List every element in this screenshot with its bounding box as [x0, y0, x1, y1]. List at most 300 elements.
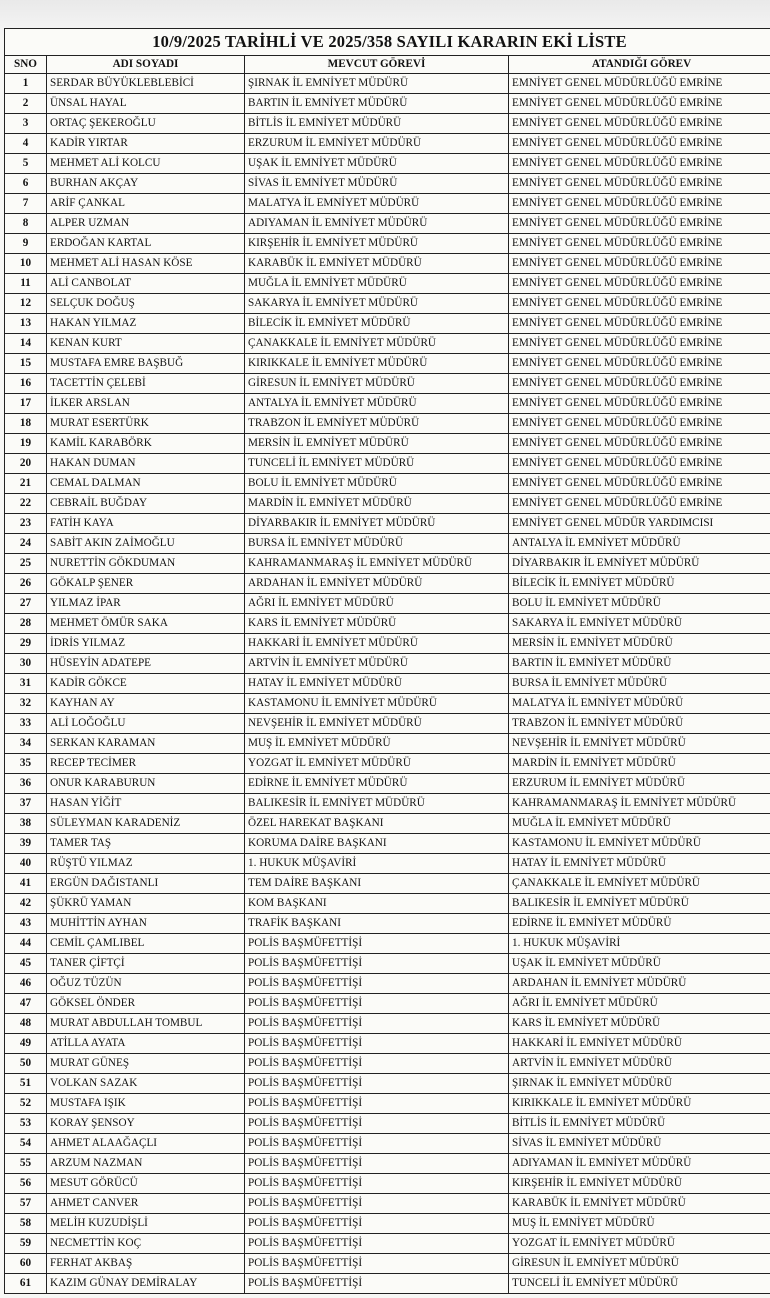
assigned-position: BARTIN İL EMNİYET MÜDÜRÜ [509, 654, 770, 674]
assigned-position: ŞIRNAK İL EMNİYET MÜDÜRÜ [509, 1074, 770, 1094]
table-row [5, 294, 770, 314]
table-row [5, 554, 770, 574]
row-number: 1 [5, 74, 47, 94]
person-name: CEMİL ÇAMLIBEL [47, 934, 245, 954]
row-number: 10 [5, 254, 47, 274]
assigned-position: EMNİYET GENEL MÜDÜRLÜĞÜ EMRİNE [509, 234, 770, 254]
assigned-position: EMNİYET GENEL MÜDÜRLÜĞÜ EMRİNE [509, 314, 770, 334]
header-assigned-position: ATANDIĞI GÖREV [509, 56, 770, 74]
person-name: ORTAÇ ŞEKEROĞLU [47, 114, 245, 134]
table-row [5, 274, 770, 294]
table-row [5, 1154, 770, 1174]
current-position: POLİS BAŞMÜFETTİŞİ [245, 1154, 509, 1174]
current-position: BİLECİK İL EMNİYET MÜDÜRÜ [245, 314, 509, 334]
assigned-position: ARTVİN İL EMNİYET MÜDÜRÜ [509, 1054, 770, 1074]
assigned-position: BURSA İL EMNİYET MÜDÜRÜ [509, 674, 770, 694]
row-number: 44 [5, 934, 47, 954]
current-position: DİYARBAKIR İL EMNİYET MÜDÜRÜ [245, 514, 509, 534]
current-position: POLİS BAŞMÜFETTİŞİ [245, 1114, 509, 1134]
assigned-position: UŞAK İL EMNİYET MÜDÜRÜ [509, 954, 770, 974]
table-row [5, 414, 770, 434]
table-row [5, 1014, 770, 1034]
assigned-position: EMNİYET GENEL MÜDÜRLÜĞÜ EMRİNE [509, 294, 770, 314]
current-position: POLİS BAŞMÜFETTİŞİ [245, 954, 509, 974]
person-name: TANER ÇİFTÇİ [47, 954, 245, 974]
current-position: NEVŞEHİR İL EMNİYET MÜDÜRÜ [245, 714, 509, 734]
current-position: ÇANAKKALE İL EMNİYET MÜDÜRÜ [245, 334, 509, 354]
assigned-position: ADIYAMAN İL EMNİYET MÜDÜRÜ [509, 1154, 770, 1174]
table-row [5, 674, 770, 694]
person-name: GÖKSEL ÖNDER [47, 994, 245, 1014]
person-name: ALİ LOĞOĞLU [47, 714, 245, 734]
person-name: NURETTİN GÖKDUMAN [47, 554, 245, 574]
row-number: 17 [5, 394, 47, 414]
current-position: POLİS BAŞMÜFETTİŞİ [245, 1034, 509, 1054]
current-position: TRABZON İL EMNİYET MÜDÜRÜ [245, 414, 509, 434]
assigned-position: EMNİYET GENEL MÜDÜRLÜĞÜ EMRİNE [509, 154, 770, 174]
assigned-position: EMNİYET GENEL MÜDÜRLÜĞÜ EMRİNE [509, 94, 770, 114]
row-number: 52 [5, 1094, 47, 1114]
row-number: 11 [5, 274, 47, 294]
person-name: MURAT ABDULLAH TOMBUL [47, 1014, 245, 1034]
row-number: 41 [5, 874, 47, 894]
person-name: MUHİTTİN AYHAN [47, 914, 245, 934]
table-row [5, 114, 770, 134]
person-name: ARZUM NAZMAN [47, 1154, 245, 1174]
table-row [5, 1114, 770, 1134]
current-position: AĞRI İL EMNİYET MÜDÜRÜ [245, 594, 509, 614]
row-number: 5 [5, 154, 47, 174]
row-number: 3 [5, 114, 47, 134]
table-row [5, 334, 770, 354]
person-name: İDRİS YILMAZ [47, 634, 245, 654]
current-position: BARTIN İL EMNİYET MÜDÜRÜ [245, 94, 509, 114]
person-name: ONUR KARABURUN [47, 774, 245, 794]
person-name: GÖKALP ŞENER [47, 574, 245, 594]
assigned-position: EMNİYET GENEL MÜDÜRLÜĞÜ EMRİNE [509, 174, 770, 194]
row-number: 50 [5, 1054, 47, 1074]
assigned-position: KIRŞEHİR İL EMNİYET MÜDÜRÜ [509, 1174, 770, 1194]
table-row [5, 354, 770, 374]
current-position: KAHRAMANMARAŞ İL EMNİYET MÜDÜRÜ [245, 554, 509, 574]
person-name: KADİR YIRTAR [47, 134, 245, 154]
row-number: 27 [5, 594, 47, 614]
table-row [5, 1094, 770, 1114]
table-row [5, 914, 770, 934]
table-row [5, 994, 770, 1014]
person-name: KAMİL KARABÖRK [47, 434, 245, 454]
row-number: 35 [5, 754, 47, 774]
person-name: FATİH KAYA [47, 514, 245, 534]
person-name: ÜNSAL HAYAL [47, 94, 245, 114]
current-position: POLİS BAŞMÜFETTİŞİ [245, 1054, 509, 1074]
row-number: 38 [5, 814, 47, 834]
row-number: 60 [5, 1254, 47, 1274]
current-position: 1. HUKUK MÜŞAVİRİ [245, 854, 509, 874]
current-position: TRAFİK BAŞKANI [245, 914, 509, 934]
assigned-position: EMNİYET GENEL MÜDÜRLÜĞÜ EMRİNE [509, 494, 770, 514]
current-position: MALATYA İL EMNİYET MÜDÜRÜ [245, 194, 509, 214]
person-name: MELİH KUZUDİŞLİ [47, 1214, 245, 1234]
table-row [5, 1134, 770, 1154]
current-position: POLİS BAŞMÜFETTİŞİ [245, 934, 509, 954]
current-position: HAKKARİ İL EMNİYET MÜDÜRÜ [245, 634, 509, 654]
assigned-position: KARABÜK İL EMNİYET MÜDÜRÜ [509, 1194, 770, 1214]
table-row [5, 894, 770, 914]
current-position: ANTALYA İL EMNİYET MÜDÜRÜ [245, 394, 509, 414]
assigned-position: EMNİYET GENEL MÜDÜRLÜĞÜ EMRİNE [509, 114, 770, 134]
row-number: 2 [5, 94, 47, 114]
table-row [5, 634, 770, 654]
table-row [5, 394, 770, 414]
person-name: TAMER TAŞ [47, 834, 245, 854]
row-number: 37 [5, 794, 47, 814]
assigned-position: KAHRAMANMARAŞ İL EMNİYET MÜDÜRÜ [509, 794, 770, 814]
header-current-position: MEVCUT GÖREVİ [245, 56, 509, 74]
person-name: MESUT GÖRÜCÜ [47, 1174, 245, 1194]
row-number: 51 [5, 1074, 47, 1094]
person-name: SERDAR BÜYÜKLEBLEBİCİ [47, 74, 245, 94]
person-name: TACETTİN ÇELEBİ [47, 374, 245, 394]
table-row [5, 234, 770, 254]
table-row [5, 1254, 770, 1274]
person-name: SÜLEYMAN KARADENİZ [47, 814, 245, 834]
current-position: ADIYAMAN İL EMNİYET MÜDÜRÜ [245, 214, 509, 234]
current-position: KOM BAŞKANI [245, 894, 509, 914]
assigned-position: EMNİYET GENEL MÜDÜRLÜĞÜ EMRİNE [509, 374, 770, 394]
assigned-position: HAKKARİ İL EMNİYET MÜDÜRÜ [509, 1034, 770, 1054]
table-row [5, 854, 770, 874]
row-number: 53 [5, 1114, 47, 1134]
assigned-position: ERZURUM İL EMNİYET MÜDÜRÜ [509, 774, 770, 794]
row-number: 19 [5, 434, 47, 454]
table-row [5, 774, 770, 794]
row-number: 16 [5, 374, 47, 394]
row-number: 15 [5, 354, 47, 374]
row-number: 6 [5, 174, 47, 194]
assigned-position: MALATYA İL EMNİYET MÜDÜRÜ [509, 694, 770, 714]
current-position: TUNCELİ İL EMNİYET MÜDÜRÜ [245, 454, 509, 474]
current-position: KARABÜK İL EMNİYET MÜDÜRÜ [245, 254, 509, 274]
current-position: BİTLİS İL EMNİYET MÜDÜRÜ [245, 114, 509, 134]
assigned-position: YOZGAT İL EMNİYET MÜDÜRÜ [509, 1234, 770, 1254]
current-position: ŞIRNAK İL EMNİYET MÜDÜRÜ [245, 74, 509, 94]
row-number: 33 [5, 714, 47, 734]
current-position: KIRIKKALE İL EMNİYET MÜDÜRÜ [245, 354, 509, 374]
header-name: ADI SOYADI [47, 56, 245, 74]
assigned-position: KARS İL EMNİYET MÜDÜRÜ [509, 1014, 770, 1034]
table-row [5, 834, 770, 854]
current-position: HATAY İL EMNİYET MÜDÜRÜ [245, 674, 509, 694]
current-position: POLİS BAŞMÜFETTİŞİ [245, 1254, 509, 1274]
row-number: 25 [5, 554, 47, 574]
table-row [5, 754, 770, 774]
current-position: SİVAS İL EMNİYET MÜDÜRÜ [245, 174, 509, 194]
table-row [5, 434, 770, 454]
person-name: FERHAT AKBAŞ [47, 1254, 245, 1274]
table-row [5, 654, 770, 674]
table-row [5, 174, 770, 194]
row-number: 30 [5, 654, 47, 674]
person-name: HAKAN DUMAN [47, 454, 245, 474]
assigned-position: EMNİYET GENEL MÜDÜRLÜĞÜ EMRİNE [509, 454, 770, 474]
assigned-position: TUNCELİ İL EMNİYET MÜDÜRÜ [509, 1274, 770, 1294]
row-number: 47 [5, 994, 47, 1014]
table-row [5, 1274, 770, 1294]
person-name: SELÇUK DOĞUŞ [47, 294, 245, 314]
person-name: KENAN KURT [47, 334, 245, 354]
row-number: 28 [5, 614, 47, 634]
row-number: 22 [5, 494, 47, 514]
table-row [5, 594, 770, 614]
table-row [5, 454, 770, 474]
table-row [5, 1034, 770, 1054]
table-row [5, 314, 770, 334]
row-number: 14 [5, 334, 47, 354]
person-name: MUSTAFA EMRE BAŞBUĞ [47, 354, 245, 374]
person-name: ARİF ÇANKAL [47, 194, 245, 214]
row-number: 55 [5, 1154, 47, 1174]
row-number: 57 [5, 1194, 47, 1214]
assigned-position: MUĞLA İL EMNİYET MÜDÜRÜ [509, 814, 770, 834]
row-number: 39 [5, 834, 47, 854]
assigned-position: NEVŞEHİR İL EMNİYET MÜDÜRÜ [509, 734, 770, 754]
person-name: ERDOĞAN KARTAL [47, 234, 245, 254]
current-position: MUĞLA İL EMNİYET MÜDÜRÜ [245, 274, 509, 294]
current-position: MUŞ İL EMNİYET MÜDÜRÜ [245, 734, 509, 754]
current-position: KASTAMONU İL EMNİYET MÜDÜRÜ [245, 694, 509, 714]
current-position: POLİS BAŞMÜFETTİŞİ [245, 1094, 509, 1114]
person-name: ŞÜKRÜ YAMAN [47, 894, 245, 914]
current-position: TEM DAİRE BAŞKANI [245, 874, 509, 894]
person-name: SABİT AKIN ZAİMOĞLU [47, 534, 245, 554]
assigned-position: EMNİYET GENEL MÜDÜRLÜĞÜ EMRİNE [509, 74, 770, 94]
assigned-position: AĞRI İL EMNİYET MÜDÜRÜ [509, 994, 770, 1014]
row-number: 36 [5, 774, 47, 794]
person-name: RECEP TECİMER [47, 754, 245, 774]
row-number: 18 [5, 414, 47, 434]
assigned-position: SİVAS İL EMNİYET MÜDÜRÜ [509, 1134, 770, 1154]
row-number: 45 [5, 954, 47, 974]
assigned-position: GİRESUN İL EMNİYET MÜDÜRÜ [509, 1254, 770, 1274]
person-name: AHMET ALAAĞAÇLI [47, 1134, 245, 1154]
person-name: İLKER ARSLAN [47, 394, 245, 414]
table-row [5, 534, 770, 554]
assigned-position: KASTAMONU İL EMNİYET MÜDÜRÜ [509, 834, 770, 854]
person-name: RÜŞTÜ YILMAZ [47, 854, 245, 874]
current-position: BALIKESİR İL EMNİYET MÜDÜRÜ [245, 794, 509, 814]
assigned-position: EDİRNE İL EMNİYET MÜDÜRÜ [509, 914, 770, 934]
table-row [5, 814, 770, 834]
assigned-position: EMNİYET GENEL MÜDÜRLÜĞÜ EMRİNE [509, 474, 770, 494]
row-number: 34 [5, 734, 47, 754]
row-number: 59 [5, 1234, 47, 1254]
table-row [5, 154, 770, 174]
current-position: POLİS BAŞMÜFETTİŞİ [245, 1014, 509, 1034]
current-position: POLİS BAŞMÜFETTİŞİ [245, 1234, 509, 1254]
current-position: BOLU İL EMNİYET MÜDÜRÜ [245, 474, 509, 494]
current-position: SAKARYA İL EMNİYET MÜDÜRÜ [245, 294, 509, 314]
assigned-position: EMNİYET GENEL MÜDÜRLÜĞÜ EMRİNE [509, 334, 770, 354]
person-name: CEBRAİL BUĞDAY [47, 494, 245, 514]
table-row [5, 254, 770, 274]
person-name: ATİLLA AYATA [47, 1034, 245, 1054]
person-name: HÜSEYİN ADATEPE [47, 654, 245, 674]
current-position: GİRESUN İL EMNİYET MÜDÜRÜ [245, 374, 509, 394]
table-row [5, 1234, 770, 1254]
row-number: 46 [5, 974, 47, 994]
person-name: AHMET CANVER [47, 1194, 245, 1214]
row-number: 7 [5, 194, 47, 214]
current-position: KARS İL EMNİYET MÜDÜRÜ [245, 614, 509, 634]
table-row [5, 874, 770, 894]
row-number: 31 [5, 674, 47, 694]
table-row [5, 134, 770, 154]
assigned-position: BİTLİS İL EMNİYET MÜDÜRÜ [509, 1114, 770, 1134]
assigned-position: EMNİYET GENEL MÜDÜRLÜĞÜ EMRİNE [509, 274, 770, 294]
person-name: ALİ CANBOLAT [47, 274, 245, 294]
row-number: 4 [5, 134, 47, 154]
row-number: 61 [5, 1274, 47, 1294]
row-number: 21 [5, 474, 47, 494]
row-number: 20 [5, 454, 47, 474]
assigned-position: BALIKESİR İL EMNİYET MÜDÜRÜ [509, 894, 770, 914]
assigned-position: TRABZON İL EMNİYET MÜDÜRÜ [509, 714, 770, 734]
person-name: ERGÜN DAĞISTANLI [47, 874, 245, 894]
assigned-position: BOLU İL EMNİYET MÜDÜRÜ [509, 594, 770, 614]
row-number: 29 [5, 634, 47, 654]
row-number: 24 [5, 534, 47, 554]
table-row [5, 954, 770, 974]
person-name: KAYHAN AY [47, 694, 245, 714]
table-row [5, 474, 770, 494]
assigned-position: EMNİYET GENEL MÜDÜRLÜĞÜ EMRİNE [509, 134, 770, 154]
table-row [5, 694, 770, 714]
table-row [5, 734, 770, 754]
assigned-position: ÇANAKKALE İL EMNİYET MÜDÜRÜ [509, 874, 770, 894]
current-position: POLİS BAŞMÜFETTİŞİ [245, 1074, 509, 1094]
row-number: 8 [5, 214, 47, 234]
current-position: ARDAHAN İL EMNİYET MÜDÜRÜ [245, 574, 509, 594]
table-row [5, 74, 770, 94]
person-name: MURAT ESERTÜRK [47, 414, 245, 434]
table-row [5, 494, 770, 514]
row-number: 58 [5, 1214, 47, 1234]
current-position: ARTVİN İL EMNİYET MÜDÜRÜ [245, 654, 509, 674]
assigned-position: BİLECİK İL EMNİYET MÜDÜRÜ [509, 574, 770, 594]
row-number: 32 [5, 694, 47, 714]
table-row [5, 514, 770, 534]
person-name: VOLKAN SAZAK [47, 1074, 245, 1094]
current-position: MARDİN İL EMNİYET MÜDÜRÜ [245, 494, 509, 514]
document-title: 10/9/2025 TARİHLİ VE 2025/358 SAYILI KARARIN EKİ LİSTE [5, 29, 770, 56]
row-number: 49 [5, 1034, 47, 1054]
assigned-position: EMNİYET GENEL MÜDÜRLÜĞÜ EMRİNE [509, 414, 770, 434]
row-number: 23 [5, 514, 47, 534]
assigned-position: EMNİYET GENEL MÜDÜRLÜĞÜ EMRİNE [509, 194, 770, 214]
current-position: MERSİN İL EMNİYET MÜDÜRÜ [245, 434, 509, 454]
table-row [5, 1214, 770, 1234]
current-position: KIRŞEHİR İL EMNİYET MÜDÜRÜ [245, 234, 509, 254]
current-position: EDİRNE İL EMNİYET MÜDÜRÜ [245, 774, 509, 794]
table-row [5, 614, 770, 634]
table-row [5, 94, 770, 114]
table-row [5, 1074, 770, 1094]
table-row [5, 214, 770, 234]
header-sno: SNO [5, 56, 47, 74]
row-number: 13 [5, 314, 47, 334]
assigned-position: EMNİYET GENEL MÜDÜRLÜĞÜ EMRİNE [509, 354, 770, 374]
person-name: MUSTAFA IŞIK [47, 1094, 245, 1114]
assigned-position: SAKARYA İL EMNİYET MÜDÜRÜ [509, 614, 770, 634]
person-name: BURHAN AKÇAY [47, 174, 245, 194]
assigned-position: ARDAHAN İL EMNİYET MÜDÜRÜ [509, 974, 770, 994]
assigned-position: MARDİN İL EMNİYET MÜDÜRÜ [509, 754, 770, 774]
current-position: ERZURUM İL EMNİYET MÜDÜRÜ [245, 134, 509, 154]
table-row [5, 374, 770, 394]
row-number: 56 [5, 1174, 47, 1194]
assigned-position: MERSİN İL EMNİYET MÜDÜRÜ [509, 634, 770, 654]
person-name: NECMETTİN KOÇ [47, 1234, 245, 1254]
row-number: 48 [5, 1014, 47, 1034]
assigned-position: EMNİYET GENEL MÜDÜRLÜĞÜ EMRİNE [509, 434, 770, 454]
person-name: HASAN YİĞİT [47, 794, 245, 814]
current-position: POLİS BAŞMÜFETTİŞİ [245, 994, 509, 1014]
assigned-position: MUŞ İL EMNİYET MÜDÜRÜ [509, 1214, 770, 1234]
current-position: UŞAK İL EMNİYET MÜDÜRÜ [245, 154, 509, 174]
current-position: YOZGAT İL EMNİYET MÜDÜRÜ [245, 754, 509, 774]
person-name: ALPER UZMAN [47, 214, 245, 234]
row-number: 12 [5, 294, 47, 314]
row-number: 43 [5, 914, 47, 934]
row-number: 54 [5, 1134, 47, 1154]
assignment-table [4, 28, 770, 1294]
assigned-position: ANTALYA İL EMNİYET MÜDÜRÜ [509, 534, 770, 554]
row-number: 9 [5, 234, 47, 254]
person-name: MEHMET ÖMÜR SAKA [47, 614, 245, 634]
assigned-position: EMNİYET GENEL MÜDÜR YARDIMCISI [509, 514, 770, 534]
table-row [5, 574, 770, 594]
person-name: KADİR GÖKCE [47, 674, 245, 694]
assigned-position: EMNİYET GENEL MÜDÜRLÜĞÜ EMRİNE [509, 394, 770, 414]
current-position: ÖZEL HAREKAT BAŞKANI [245, 814, 509, 834]
current-position: POLİS BAŞMÜFETTİŞİ [245, 1214, 509, 1234]
current-position: POLİS BAŞMÜFETTİŞİ [245, 1274, 509, 1294]
table-row [5, 934, 770, 954]
person-name: SERKAN KARAMAN [47, 734, 245, 754]
table-row [5, 974, 770, 994]
person-name: KAZIM GÜNAY DEMİRALAY [47, 1274, 245, 1294]
table-row [5, 1194, 770, 1214]
table-body [5, 74, 770, 1294]
person-name: MURAT GÜNEŞ [47, 1054, 245, 1074]
person-name: YILMAZ İPAR [47, 594, 245, 614]
row-number: 26 [5, 574, 47, 594]
table-row [5, 1174, 770, 1194]
row-number: 42 [5, 894, 47, 914]
row-number: 40 [5, 854, 47, 874]
assigned-position: EMNİYET GENEL MÜDÜRLÜĞÜ EMRİNE [509, 214, 770, 234]
person-name: MEHMET ALİ KOLCU [47, 154, 245, 174]
current-position: POLİS BAŞMÜFETTİŞİ [245, 1174, 509, 1194]
assigned-position: EMNİYET GENEL MÜDÜRLÜĞÜ EMRİNE [509, 254, 770, 274]
assigned-position: HATAY İL EMNİYET MÜDÜRÜ [509, 854, 770, 874]
person-name: OĞUZ TÜZÜN [47, 974, 245, 994]
current-position: POLİS BAŞMÜFETTİŞİ [245, 1134, 509, 1154]
table-row [5, 1054, 770, 1074]
table-header-row [5, 56, 770, 74]
current-position: POLİS BAŞMÜFETTİŞİ [245, 1194, 509, 1214]
